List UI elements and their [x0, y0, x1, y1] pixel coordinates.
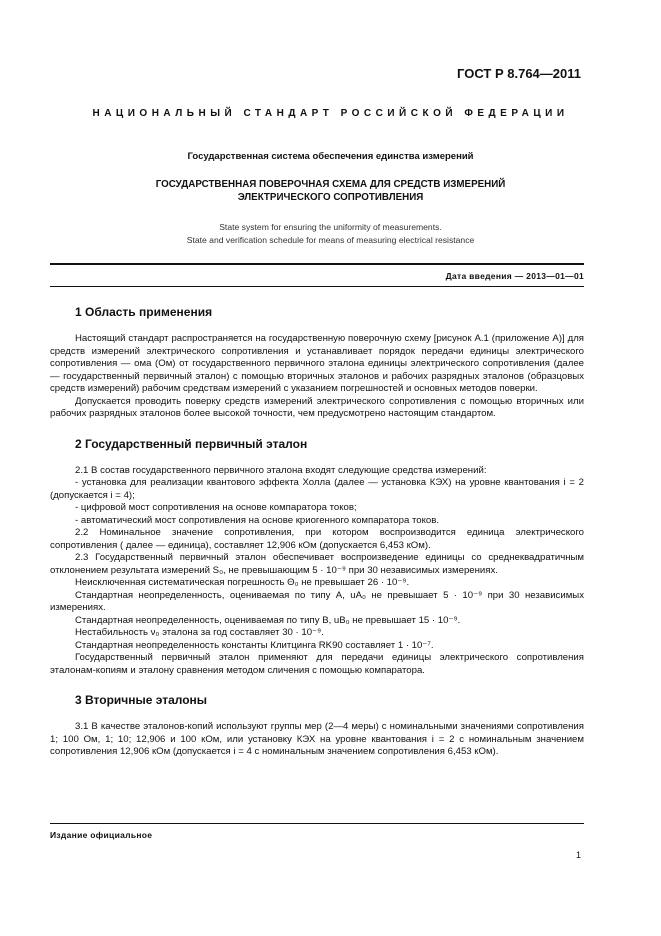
footer-rule [50, 823, 584, 824]
introduction-date: Дата введения — 2013—01—01 [445, 271, 584, 281]
paragraph: Стандартная неопределенность константы Клитцинга RK90 составляет 1 · 10⁻⁷. [75, 639, 434, 651]
paragraph: 2.1 В состав государственного первичного эталона входят следующие средства измерений: [75, 464, 487, 476]
section-2-heading: 2 Государственный первичный эталон [75, 436, 308, 451]
national-standard-banner: НАЦИОНАЛЬНЫЙ СТАНДАРТ РОССИЙСКОЙ ФЕДЕРАЦИИ [92, 108, 569, 119]
english-title [50, 221, 611, 247]
list-item: - установка для реализации квантового эффекта Холла (далее — установка КЭХ) на уровне квантования i = 2 (допускается i = 4); [50, 477, 584, 501]
document-body [50, 305, 584, 759]
paragraph: Настоящий стандарт распространяется на государственную поверочную схему [рисунок А.1 (приложение А)] для средств измерений электрического сопротивления и устанавливает порядок передачи единицы электрического сопротивления — ома (Ом) от государственного первичного эталона единицы электрического сопротивления (далее — государственный первичный эталон) с помощью вторичных эталонов и рабочих разрядных эталонов (образцовых средств измерений) рабочим средствам измерений с указанием погрешностей и основных методов поверки. [50, 333, 584, 394]
paragraph: Допускается проводить поверку средств измерений электрического сопротивления с помощью вторичных или рабочих разрядных эталонов более высокой точности, чем предусмотрено настоящим стандартом. [50, 395, 584, 419]
paragraph: 2.2 Номинальное значение сопротивления, при котором воспроизводится единица электрического сопротивления ( далее — единица), составляет 12,906 кОм (допускается 6,453 кОм). [50, 527, 584, 551]
header-rule [50, 263, 584, 265]
official-edition-label: Издание официальное [50, 830, 153, 840]
paragraph: Неисключенная систематическая погрешность Θ₀ не превышает 26 · 10⁻⁹. [75, 577, 410, 588]
english-line-2: State and verification schedule for means of measuring electrical resistance [186, 235, 475, 245]
document-title [90, 178, 571, 204]
paragraph: Стандартная неопределенность, оцениваемая по типу А, uA₀ не превышает 5 · 10⁻⁹ при 30 независимых измерениях. [50, 589, 584, 613]
title-line-1: ГОСУДАРСТВЕННАЯ ПОВЕРОЧНАЯ СХЕМА ДЛЯ СРЕДСТВ ИЗМЕРЕНИЙ [155, 179, 506, 190]
english-line-1: State system for ensuring the uniformity of measurements. [219, 222, 442, 232]
paragraph: Государственный первичный эталон применяют для передачи единицы электрического сопротивления эталонам-копиям и эталону сравнения методом сличения с помощью компаратора. [50, 652, 584, 676]
paragraph: Нестабильность ν₀ эталона за год составляет 30 · 10⁻⁹. [75, 627, 324, 638]
date-rule [50, 286, 584, 287]
list-item: - автоматический мост сопротивления на основе криогенного компаратора токов. [75, 514, 439, 526]
section-3-heading: 3 Вторичные эталоны [75, 693, 208, 707]
standard-code: ГОСТ Р 8.764—2011 [457, 66, 581, 81]
section-1-heading: 1 Область применения [75, 305, 213, 319]
paragraph: Стандартная неопределенность, оцениваемая по типу В, uB₀ не превышает 15 · 10⁻⁹. [75, 614, 461, 626]
list-item: - цифровой мост сопротивления на основе компаратора токов; [75, 502, 357, 513]
paragraph: 3.1 В качестве эталонов-копий используют группы мер (2—4 меры) с номинальными значениями сопротивления 1; 100 Ом, 1; 10; 12,906 и 100 кОм, или установку КЭХ на уровне квантования i = 2 с номинальным значением сопротивления 12,906 кОм (допускается i = 4 с номинальным значением сопротивления 6,453 кОм). [50, 721, 584, 757]
system-title: Государственная система обеспечения единства измерений [187, 151, 474, 162]
paragraph: 2.3 Государственный первичный эталон обеспечивает воспроизведение единицы со среднеквадратичным отклонением результата измерений S₀, не превышающим 5 · 10⁻⁹ при 30 независимых измерениях. [50, 552, 584, 576]
page-number: 1 [576, 850, 582, 860]
title-line-2: ЭЛЕКТРИЧЕСКОГО СОПРОТИВЛЕНИЯ [237, 192, 424, 203]
